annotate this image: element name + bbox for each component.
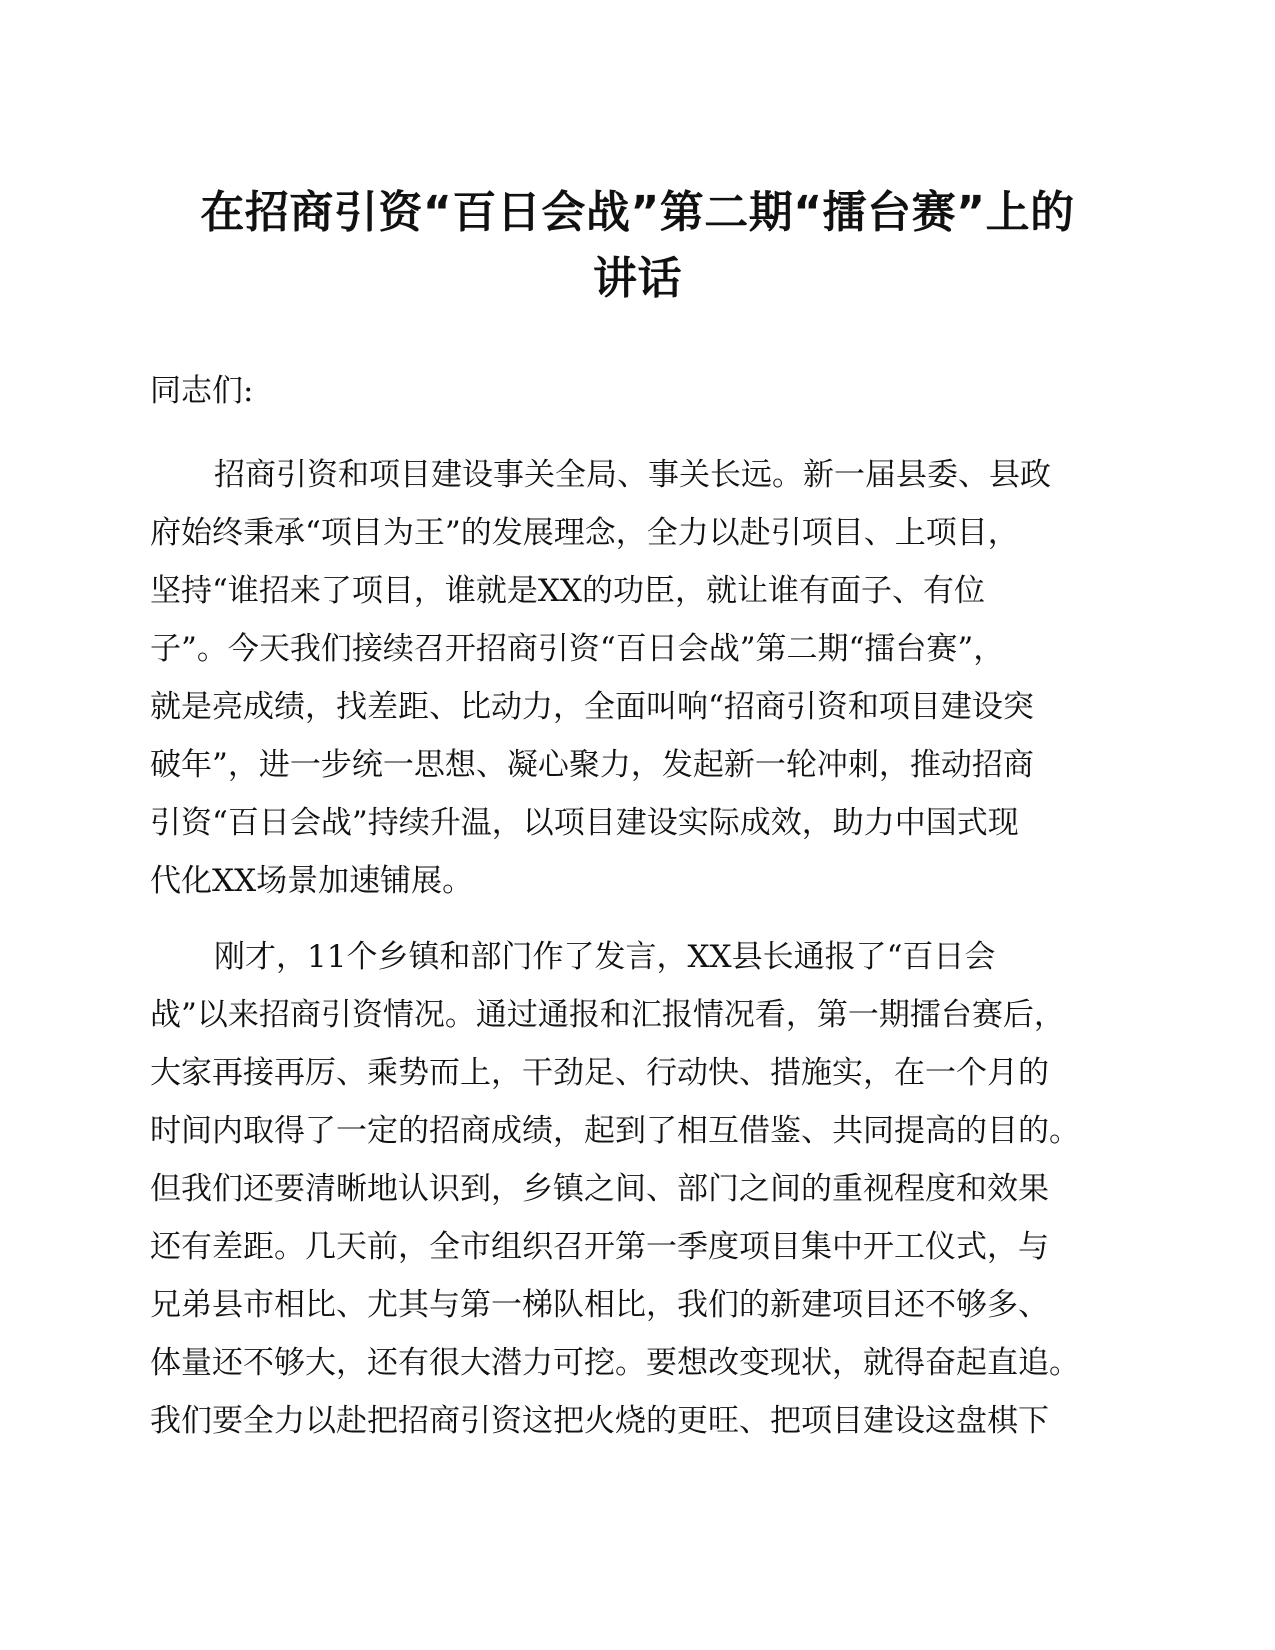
title-line: 讲话 bbox=[593, 253, 682, 304]
text-line: 但我们还要清晰地认识到，乡镇之间、部门之间的重视程度和效果 bbox=[150, 1171, 1049, 1207]
text-line: 府始终秉承“项目为王”的发展理念，全力以赴引项目、上项目， bbox=[150, 515, 1019, 551]
title-line: 在招商引资“百日会战”第二期“擂台赛”上的 bbox=[200, 187, 1075, 238]
text-line: 刚才，11个乡镇和部门作了发言，XX县长通报了“百日会 bbox=[214, 939, 996, 975]
text-line: 体量还不够大，还有很大潜力可挖。要想改变现状，就得奋起直追。 bbox=[150, 1345, 1080, 1381]
paragraph-2 bbox=[150, 928, 1140, 1450]
text-line: 兄弟县市相比、尤其与第一梯队相比，我们的新建项目还不够多、 bbox=[150, 1287, 1049, 1323]
text-line: 引资“百日会战”持续升温，以项目建设实际成效，助力中国式现 bbox=[150, 805, 1019, 841]
text-line: 我们要全力以赴把招商引资这把火烧的更旺、把项目建设这盘棋下 bbox=[150, 1403, 1049, 1439]
text-line: 破年”，进一步统一思想、凝心聚力，发起新一轮冲刺，推动招商 bbox=[150, 747, 1034, 783]
text-line: 就是亮成绩，找差距、比动力，全面叫响“招商引资和项目建设突 bbox=[150, 689, 1034, 725]
salutation: 同志们: bbox=[150, 373, 254, 409]
document-title bbox=[150, 180, 1125, 312]
text-line: 战”以来招商引资情况。通过通报和汇报情况看，第一期擂台赛后， bbox=[150, 997, 1065, 1033]
text-line: 还有差距。几天前，全市组织召开第一季度项目集中开工仪式，与 bbox=[150, 1229, 1049, 1265]
text-line: 代化XX场景加速铺展。 bbox=[150, 863, 474, 899]
text-line: 大家再接再厉、乘势而上，干劲足、行动快、措施实，在一个月的 bbox=[150, 1055, 1049, 1091]
text-line: 子”。今天我们接续召开招商引资“百日会战”第二期“擂台赛”， bbox=[150, 631, 1005, 667]
text-line: 坚持“谁招来了项目，谁就是XX的功臣，就让谁有面子、有位 bbox=[150, 573, 985, 609]
text-line: 招商引资和项目建设事关全局、事关长远。新一届县委、县政 bbox=[214, 457, 1051, 493]
text-line: 时间内取得了一定的招商成绩，起到了相互借鉴、共同提高的目的。 bbox=[150, 1113, 1080, 1149]
paragraph-1 bbox=[150, 446, 1140, 910]
